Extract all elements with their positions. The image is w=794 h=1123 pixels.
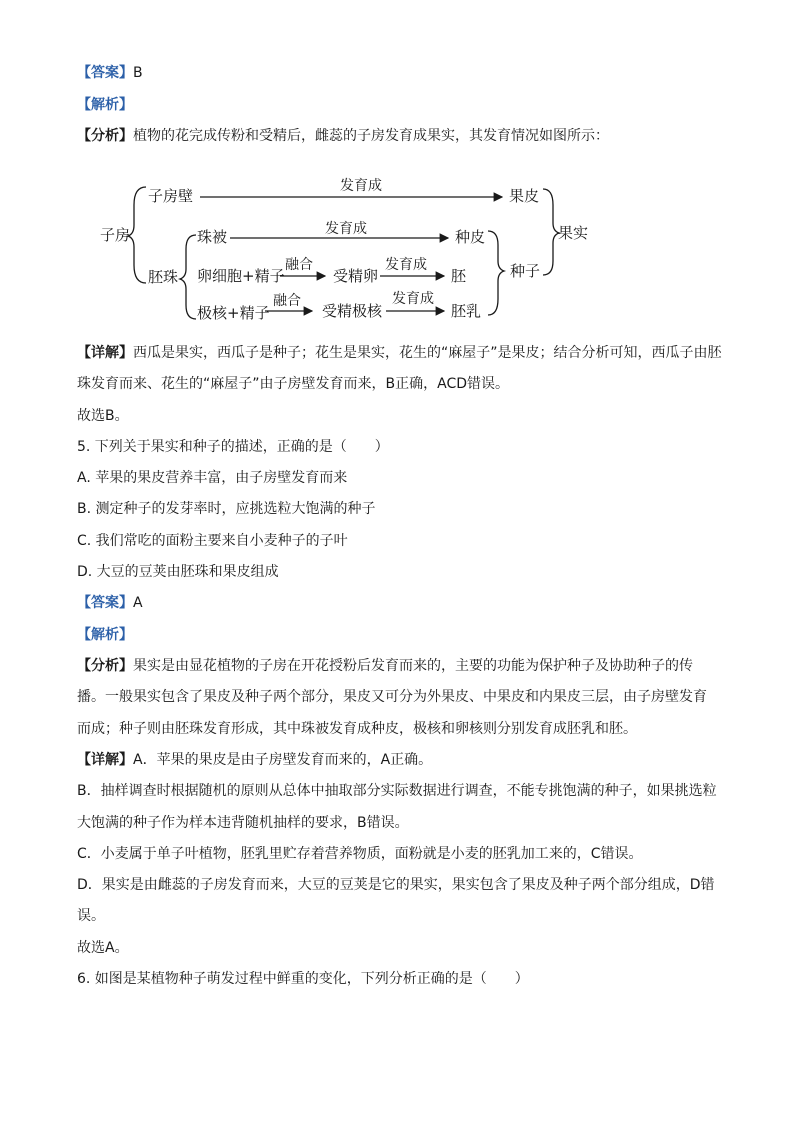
label-embryo: 胚 [451, 267, 467, 285]
q4-detail-line2: 珠发育而来、花生的“麻屋子”由子房壁发育而来，B正确，ACD错误。 [77, 376, 509, 392]
q5-option-b: B. 测定种子的发芽率时，应挑选粒大饱满的种子 [77, 501, 376, 517]
develop-text-3: 发育成 [385, 257, 427, 273]
label-ovary-wall: 子房壁 [148, 187, 194, 205]
label-integument: 珠被 [197, 228, 228, 246]
label-seed-coat: 种皮 [455, 228, 486, 246]
analysis-title: 解析 [91, 97, 119, 113]
develop-text-4: 发育成 [392, 291, 434, 307]
answer-value: B [133, 65, 143, 81]
develop-text-2: 发育成 [325, 221, 367, 237]
q5-detail-d2: 误。 [77, 908, 105, 924]
detail-tag: 【详解】 [77, 345, 133, 361]
brace-seed [488, 231, 504, 315]
q5-detail-c: C．小麦属于单子叶植物，胚乳里贮存着营养物质，面粉就是小麦的胚乳加工来的，C错误。 [77, 846, 643, 862]
q5-detail-b1: B．抽样调查时根据随机的原则从总体中抽取部分实际数据进行调查，不能专挑饱满的种子，如果挑选粒 [77, 783, 717, 799]
develop-text-1: 发育成 [340, 178, 382, 194]
answer-tag: 【答案】 [77, 65, 133, 81]
q5-analysis-line2: 播。一般果实包含了果皮及种子两个部分，果皮又可分为外果皮、中果皮和内果皮三层，由子房壁发育 [77, 689, 707, 705]
q5-detail-d1: D．果实是由雌蕊的子房发育而来，大豆的豆荚是它的果实，果实包含了果皮及种子两个部分组成，D错 [77, 877, 715, 893]
q5-analysis-line1: 【分析】果实是由显花植物的子房在开花授粉后发育而来的，主要的功能为保护种子及协助种子的传 [77, 658, 693, 674]
label-ovary: 子房 [100, 226, 131, 244]
label-endosperm: 胚乳 [451, 302, 482, 320]
q5-detail-b2: 大饱满的种子作为样本违背随机抽样的要求，B错误。 [77, 815, 409, 831]
q5-option-a: A. 苹果的果皮营养丰富，由子房壁发育而来 [77, 470, 348, 486]
label-fertilized-egg: 受精卵 [333, 267, 379, 285]
q4-analysis-title: 【解析】 [77, 97, 133, 113]
brace-fruit [543, 189, 559, 275]
fuse-text-2: 融合 [273, 293, 301, 309]
q4-answer [77, 63, 143, 83]
q5-stem: 5. 下列关于果实和种子的描述，正确的是（ ） [77, 439, 389, 455]
label-fertilized-polar: 受精极核 [322, 302, 383, 320]
label-fruit: 果实 [558, 224, 589, 242]
brace-ovule [180, 235, 196, 319]
fruit-development-diagram [0, 165, 794, 330]
q4-analysis [77, 126, 609, 146]
q5-option-d: D. 大豆的豆荚由胚珠和果皮组成 [77, 564, 279, 580]
analysis-tag: 【分析】 [77, 128, 133, 144]
q5-analysis-line3: 而成；种子则由胚珠发育形成，其中珠被发育成种皮，极核和卵核则分别发育成胚乳和胚。 [77, 721, 637, 737]
brace-ovary [128, 187, 146, 283]
label-ovule: 胚珠 [148, 268, 179, 286]
label-polar-sperm: 极核+精子 [197, 304, 270, 322]
fuse-text-1: 融合 [285, 257, 313, 273]
label-seed: 种子 [510, 262, 541, 280]
q4-choose: 故选B。 [77, 408, 129, 424]
q5-detail-a: 【详解】A．苹果的果皮是由子房壁发育而来的，A正确。 [77, 752, 433, 768]
analysis-text: 植物的花完成传粉和受精后，雌蕊的子房发育成果实，其发育情况如图所示： [133, 128, 609, 144]
q5-analysis-title: 【解析】 [77, 627, 133, 643]
label-pericarp: 果皮 [509, 187, 540, 205]
label-egg-sperm: 卵细胞+精子 [197, 267, 285, 285]
q4-detail-line1: 【详解】西瓜是果实，西瓜子是种子；花生是果实，花生的“麻屋子”是果皮；结合分析可知，西瓜子由胚 [77, 345, 722, 361]
q5-choose: 故选A。 [77, 940, 129, 956]
q5-option-c: C. 我们常吃的面粉主要来自小麦种子的子叶 [77, 533, 348, 549]
q5-answer: 【答案】A [77, 595, 143, 611]
q6-stem: 6. 如图是某植物种子萌发过程中鲜重的变化，下列分析正确的是（ ） [77, 971, 529, 987]
